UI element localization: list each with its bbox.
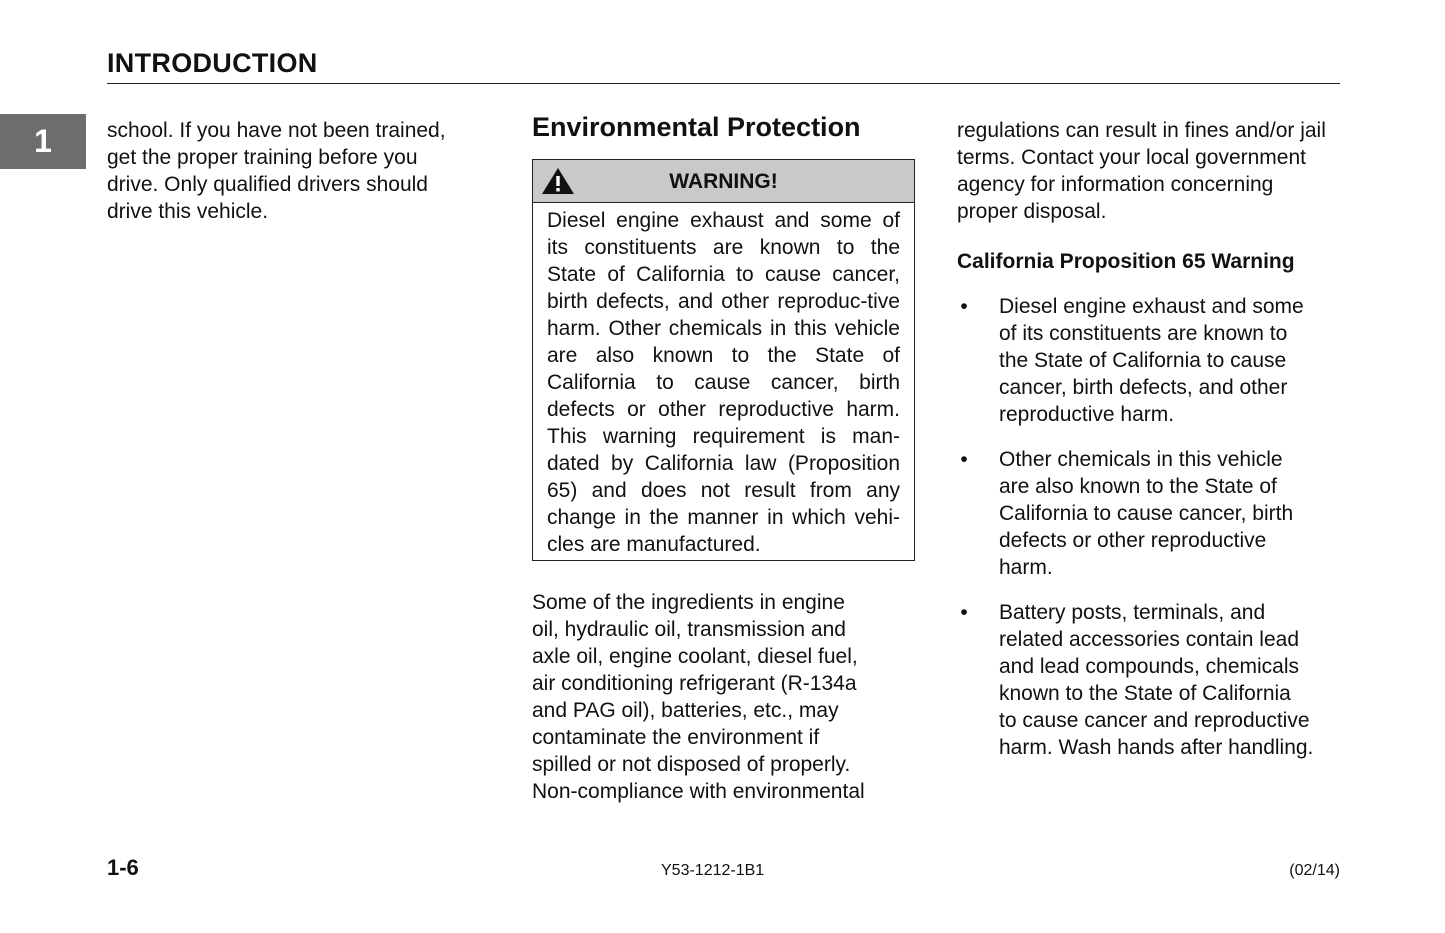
text-line: of its constituents are known to: [999, 322, 1288, 345]
footer-page-number: 1-6: [107, 855, 139, 880]
warning-body: Diesel engine exhaust and some of its constituents are known to the State of California to cause cancer, birth defects, and other reproduc-tive harm. Other chemicals in this vehicle are also known to the State of California to cause cancer, birth defects or other reproductive harm. This warning requirement is man-dated by California law (Proposition 65) and does not result from any change in the manner in which vehi-cles are manufactured.: [547, 209, 900, 556]
bullet-icon: •: [960, 601, 968, 624]
text-line: proper disposal.: [957, 200, 1107, 223]
warning-box: [532, 159, 915, 561]
footer-date: (02/14): [1289, 862, 1340, 879]
text-line: reproductive harm.: [999, 403, 1175, 426]
disposal-paragraph: [957, 117, 1347, 225]
list-item: [957, 293, 1347, 428]
bullet-icon: •: [960, 295, 968, 318]
text-line: school. If you have not been trained,: [107, 119, 446, 142]
environment-paragraph: [532, 589, 916, 805]
text-line: oil, hydraulic oil, transmission and: [532, 618, 846, 641]
text-line: Battery posts, terminals, and: [999, 601, 1266, 624]
text-line: and lead compounds, chemicals: [999, 655, 1300, 678]
text-line: get the proper training before you: [107, 146, 418, 169]
text-line: regulations can result in fines and/or jail: [957, 119, 1326, 142]
warning-triangle-icon: [541, 167, 575, 195]
text-line: and PAG oil), batteries, etc., may: [532, 699, 839, 722]
text-line: known to the State of California: [999, 682, 1291, 705]
text-line: drive. Only qualified drivers should: [107, 173, 428, 196]
text-line: drive this vehicle.: [107, 200, 269, 223]
text-line: harm. Wash hands after handling.: [999, 736, 1314, 759]
list-item: [957, 446, 1347, 581]
header-rule: [107, 83, 1340, 84]
text-line: axle oil, engine coolant, diesel fuel,: [532, 645, 858, 668]
text-line: air conditioning refrigerant (R-134a: [532, 672, 857, 695]
column-1-text: [107, 117, 487, 225]
text-line: to cause cancer and reproductive: [999, 709, 1310, 732]
text-line: harm.: [999, 556, 1053, 579]
text-line: Non-compliance with environmental: [532, 780, 865, 803]
prop65-bullet-list: [957, 293, 1347, 761]
prop65-subheading: California Proposition 65 Warning: [957, 250, 1295, 273]
text-line: contaminate the environment if: [532, 726, 820, 749]
text-line: Other chemicals in this vehicle: [999, 448, 1283, 471]
column-3: [957, 117, 1347, 779]
text-line: spilled or not disposed of properly.: [532, 753, 851, 776]
text-line: California to cause cancer, birth: [999, 502, 1294, 525]
text-line: agency for information concerning: [957, 173, 1274, 196]
text-line: related accessories contain lead: [999, 628, 1300, 651]
section-heading: Environmental Protection: [532, 112, 861, 142]
text-line: Diesel engine exhaust and some: [999, 295, 1304, 318]
bullet-icon: •: [960, 448, 968, 471]
text-line: are also known to the State of: [999, 475, 1277, 498]
page-header-title: INTRODUCTION: [107, 48, 318, 78]
warning-header: [533, 160, 914, 203]
text-line: Some of the ingredients in engine: [532, 591, 845, 614]
text-line: the State of California to cause: [999, 349, 1287, 372]
warning-label: WARNING!: [669, 169, 778, 193]
text-line: defects or other reproductive: [999, 529, 1267, 552]
text-line: terms. Contact your local government: [957, 146, 1306, 169]
chapter-tab: 1: [0, 114, 86, 169]
list-item: [957, 599, 1347, 761]
footer-doc-code: Y53-1212-1B1: [661, 862, 765, 879]
column-1: [107, 117, 487, 225]
column-2: [532, 110, 916, 805]
text-line: cancer, birth defects, and other: [999, 376, 1288, 399]
